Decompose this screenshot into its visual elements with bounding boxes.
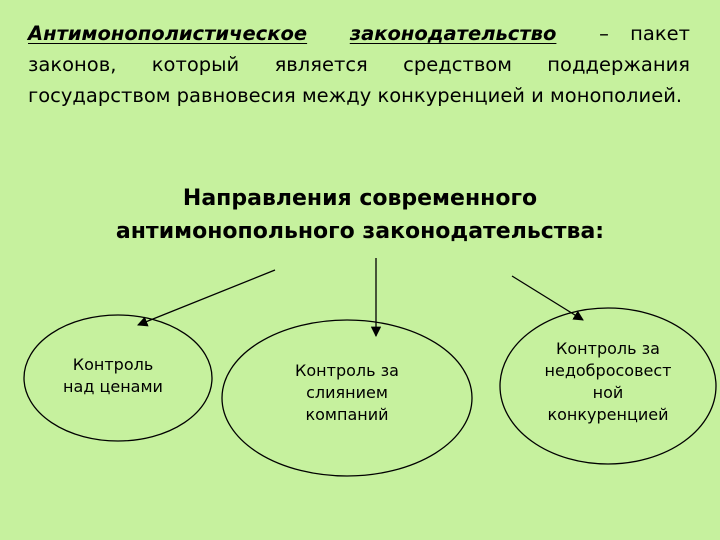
node-prices-label: Контроль над ценами bbox=[63, 355, 163, 396]
heading-line-2: антимонопольного законодательства: bbox=[115, 219, 605, 244]
definition-line-2: законов, который является средством поддержания bbox=[28, 53, 690, 76]
definition-line-1-rest: – пакет bbox=[599, 22, 690, 45]
term-word-1: Антимонополистическое bbox=[28, 22, 308, 45]
node-unfair-competition-label: Контроль за недобросовест ной конкуренцией bbox=[544, 339, 672, 424]
arrow-left bbox=[138, 270, 275, 325]
term-word-2: законодательство bbox=[349, 22, 557, 45]
definition-line-3: государством равновесия между конкуренцией и монополией. bbox=[28, 84, 683, 107]
heading-line-1: Направления современного bbox=[182, 186, 538, 211]
node-mergers-label: Контроль за слиянием компаний bbox=[295, 361, 399, 424]
arrow-right bbox=[512, 276, 583, 320]
